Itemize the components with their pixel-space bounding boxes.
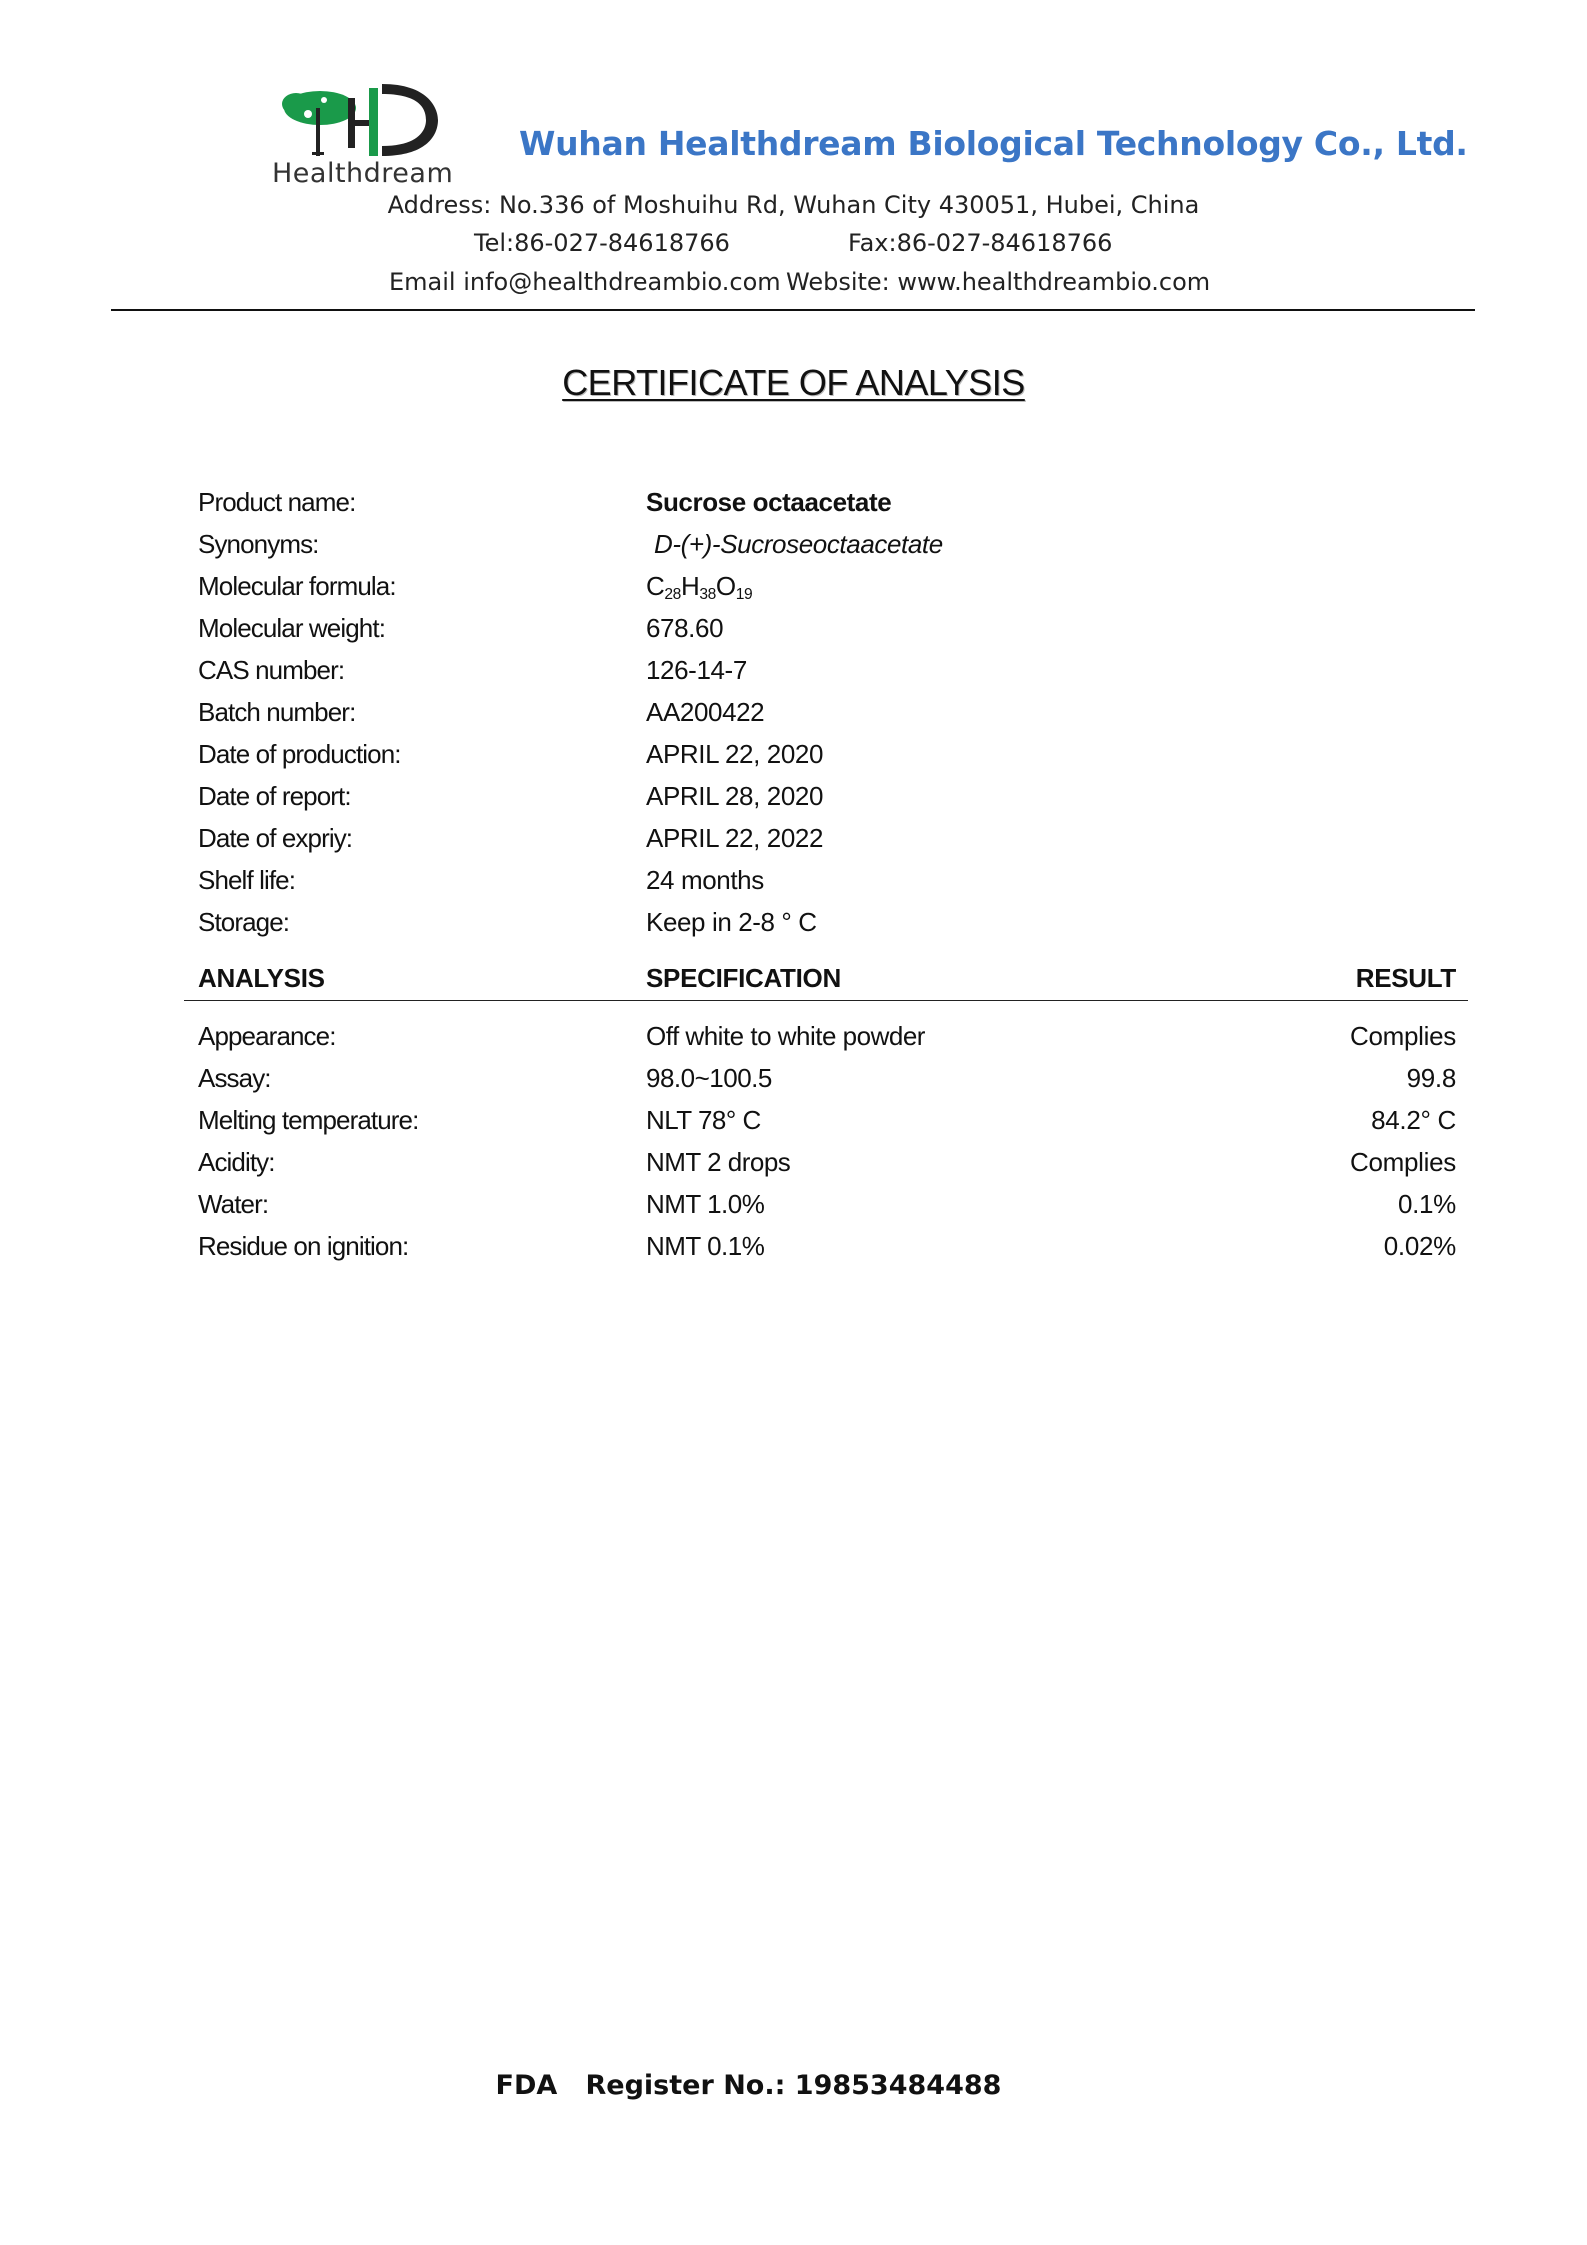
storage-value: Keep in 2-8 ° C — [646, 907, 817, 937]
table-row-specification: NMT 0.1% — [646, 1231, 765, 1261]
product-name-label: Product name: — [198, 487, 356, 517]
table-row-analysis: Acidity: — [198, 1147, 275, 1177]
company-name: Wuhan Healthdream Biological Technology Co., Ltd. — [519, 124, 1468, 163]
storage-label: Storage: — [198, 907, 290, 937]
table-row-specification: NMT 2 drops — [646, 1147, 791, 1177]
table-row-specification: NMT 1.0% — [646, 1189, 765, 1219]
product-name-value: Sucrose octaacetate — [646, 487, 892, 517]
table-row-specification: NLT 78° C — [646, 1105, 761, 1135]
cas-number-label: CAS number: — [198, 655, 345, 685]
shelf-life-value: 24 months — [646, 865, 764, 895]
molecular-weight-label: Molecular weight: — [198, 613, 386, 643]
table-row-result: 0.02% — [1383, 1231, 1456, 1261]
company-logo — [272, 78, 472, 188]
fda-register-number: FDA Register No.: 19853484488 — [495, 2070, 1002, 2101]
production-date-label: Date of production: — [198, 739, 401, 769]
report-date-label: Date of report: — [198, 781, 351, 811]
company-tel: Tel:86-027-84618766 — [474, 229, 730, 257]
company-fax: Fax:86-027-84618766 — [848, 229, 1113, 257]
expiry-date-label: Date of expriy: — [198, 823, 353, 853]
shelf-life-label: Shelf life: — [198, 865, 296, 895]
company-email: Email info@healthdreambio.com — [389, 268, 781, 296]
table-row-result: 84.2° C — [1371, 1105, 1456, 1135]
table-row-analysis: Melting temperature: — [198, 1105, 419, 1135]
table-row-analysis: Water: — [198, 1189, 269, 1219]
table-header-result: RESULT — [1355, 963, 1456, 993]
document-title — [0, 362, 1587, 404]
company-address: Address: No.336 of Moshuihu Rd, Wuhan City 430051, Hubei, China — [387, 191, 1200, 219]
table-header-specification: SPECIFICATION — [646, 963, 841, 993]
table-row-result: Complies — [1350, 1021, 1456, 1051]
formula-label: Molecular formula: — [198, 571, 396, 601]
production-date-value: APRIL 22, 2020 — [646, 739, 824, 769]
molecular-weight-value: 678.60 — [646, 613, 724, 643]
table-row-result: 99.8 — [1406, 1063, 1456, 1093]
formula-value: $C_{28}H_{38}O_{19}$ — [646, 571, 753, 603]
table-row-result: Complies — [1350, 1147, 1456, 1177]
table-header-divider — [184, 1000, 1468, 1001]
table-header-analysis: ANALYSIS — [198, 963, 325, 993]
cas-number-value: 126-14-7 — [646, 655, 747, 685]
report-date-value: APRIL 28, 2020 — [646, 781, 824, 811]
synonyms-value: D-(+)-Sucroseoctaacetate — [654, 529, 943, 559]
table-row-analysis: Residue on ignition: — [198, 1231, 409, 1261]
logo-wordmark: Healthdream — [272, 158, 454, 189]
healthdream-logo-icon — [278, 78, 468, 163]
company-website: Website: www.healthdreambio.com — [786, 268, 1211, 296]
batch-number-value: AA200422 — [646, 697, 765, 727]
table-row-specification: 98.0~100.5 — [646, 1063, 772, 1093]
table-row-analysis: Assay: — [198, 1063, 271, 1093]
expiry-date-value: APRIL 22, 2022 — [646, 823, 824, 853]
header-divider — [111, 309, 1475, 311]
table-row-specification: Off white to white powder — [646, 1021, 925, 1051]
batch-number-label: Batch number: — [198, 697, 356, 727]
table-row-analysis: Appearance: — [198, 1021, 336, 1051]
table-row-result: 0.1% — [1397, 1189, 1456, 1219]
synonyms-label: Synonyms: — [198, 529, 319, 559]
document-title-text: CERTIFICATE OF ANALYSIS — [562, 362, 1025, 403]
